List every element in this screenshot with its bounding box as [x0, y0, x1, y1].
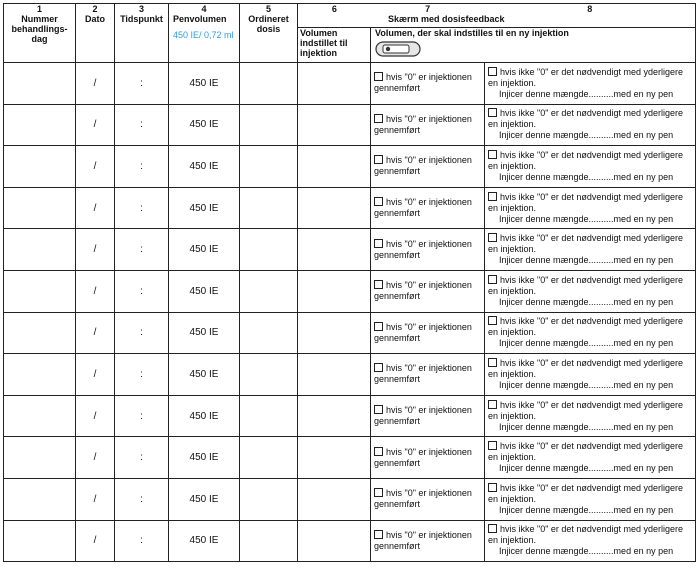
cell-day-number[interactable]	[4, 270, 76, 312]
cell-injection-complete: hvis "0" er injektionen gennemført	[371, 520, 485, 562]
checkbox-complete[interactable]	[374, 322, 383, 331]
cell-pen-volume: 450 IE	[169, 520, 240, 562]
header-ordineret-dosis: 5 Ordineret dosis	[240, 4, 298, 63]
cell-date[interactable]: /	[76, 187, 115, 229]
header-skaerm: Skærm med dosisfeedback	[388, 14, 505, 24]
table-row	[4, 104, 696, 146]
cell-date[interactable]: /	[76, 312, 115, 354]
cell-pen-volume: 450 IE	[169, 437, 240, 479]
cell-day-number[interactable]	[4, 354, 76, 396]
cell-additional-injection: hvis ikke "0" er det nødvendigt med yderligere en injektion. Injicer denne mængde..........med en ny pen	[485, 104, 696, 146]
table-row	[4, 312, 696, 354]
checkbox-additional[interactable]	[488, 67, 497, 76]
checkbox-additional[interactable]	[488, 441, 497, 450]
cell-additional-injection: hvis ikke "0" er det nødvendigt med yderligere en injektion. Injicer denne mængde..........med en ny pen	[485, 437, 696, 479]
table-row	[4, 478, 696, 520]
cell-date[interactable]: /	[76, 146, 115, 188]
cell-pen-volume: 450 IE	[169, 229, 240, 271]
cell-time[interactable]: :	[115, 229, 169, 271]
checkbox-complete[interactable]	[374, 72, 383, 81]
cell-day-number[interactable]	[4, 104, 76, 146]
checkbox-complete[interactable]	[374, 155, 383, 164]
table-row	[4, 520, 696, 562]
header-tidspunkt: 3 Tidspunkt	[115, 4, 169, 63]
checkbox-additional[interactable]	[488, 358, 497, 367]
header-group-7-8	[298, 4, 696, 28]
cell-injection-complete: hvis "0" er injektionen gennemført	[371, 63, 485, 105]
cell-volume-set[interactable]	[298, 395, 371, 437]
header-volumen-indstillet: Volumen indstillet til injektion	[298, 28, 371, 63]
cell-volume-set[interactable]	[298, 187, 371, 229]
table-row	[4, 229, 696, 271]
header-volumen-ny-injektion: Volumen, der skal indstilles til en ny injektion	[371, 28, 696, 63]
cell-pen-volume: 450 IE	[169, 395, 240, 437]
dosage-log-table	[3, 3, 696, 562]
cell-prescribed-dose[interactable]	[240, 104, 298, 146]
cell-volume-set[interactable]	[298, 478, 371, 520]
cell-date[interactable]: /	[76, 104, 115, 146]
cell-additional-injection: hvis ikke "0" er det nødvendigt med yderligere en injektion. Injicer denne mængde..........med en ny pen	[485, 354, 696, 396]
table-row	[4, 270, 696, 312]
cell-injection-complete: hvis "0" er injektionen gennemført	[371, 104, 485, 146]
checkbox-complete[interactable]	[374, 447, 383, 456]
cell-time[interactable]: :	[115, 146, 169, 188]
cell-prescribed-dose[interactable]	[240, 270, 298, 312]
cell-additional-injection: hvis ikke "0" er det nødvendigt med yderligere en injektion. Injicer denne mængde..........med en ny pen	[485, 270, 696, 312]
cell-time[interactable]: :	[115, 520, 169, 562]
cell-volume-set[interactable]	[298, 270, 371, 312]
cell-time[interactable]: :	[115, 354, 169, 396]
cell-additional-injection: hvis ikke "0" er det nødvendigt med yderligere en injektion. Injicer denne mængde..........med en ny pen	[485, 312, 696, 354]
cell-injection-complete: hvis "0" er injektionen gennemført	[371, 270, 485, 312]
cell-volume-set[interactable]	[298, 229, 371, 271]
cell-day-number[interactable]	[4, 395, 76, 437]
checkbox-complete[interactable]	[374, 114, 383, 123]
checkbox-complete[interactable]	[374, 488, 383, 497]
checkbox-additional[interactable]	[488, 108, 497, 117]
cell-day-number[interactable]	[4, 146, 76, 188]
cell-injection-complete: hvis "0" er injektionen gennemført	[371, 437, 485, 479]
cell-injection-complete: hvis "0" er injektionen gennemført	[371, 312, 485, 354]
penvolumen-sub: 450 IE/ 0,72 ml	[173, 30, 234, 40]
checkbox-additional[interactable]	[488, 275, 497, 284]
cell-date[interactable]: /	[76, 437, 115, 479]
cell-prescribed-dose[interactable]	[240, 437, 298, 479]
cell-pen-volume: 450 IE	[169, 187, 240, 229]
table-row	[4, 63, 696, 105]
cell-prescribed-dose[interactable]	[240, 63, 298, 105]
cell-date[interactable]: /	[76, 270, 115, 312]
cell-prescribed-dose[interactable]	[240, 520, 298, 562]
cell-pen-volume: 450 IE	[169, 478, 240, 520]
cell-injection-complete: hvis "0" er injektionen gennemført	[371, 478, 485, 520]
cell-pen-volume: 450 IE	[169, 270, 240, 312]
cell-pen-volume: 450 IE	[169, 354, 240, 396]
table-row	[4, 395, 696, 437]
checkbox-complete[interactable]	[374, 363, 383, 372]
checkbox-additional[interactable]	[488, 233, 497, 242]
cell-volume-set[interactable]	[298, 437, 371, 479]
cell-time[interactable]: :	[115, 104, 169, 146]
checkbox-complete[interactable]	[374, 530, 383, 539]
cell-volume-set[interactable]	[298, 312, 371, 354]
cell-prescribed-dose[interactable]	[240, 146, 298, 188]
cell-additional-injection: hvis ikke "0" er det nødvendigt med yderligere en injektion. Injicer denne mængde..........med en ny pen	[485, 395, 696, 437]
cell-additional-injection: hvis ikke "0" er det nødvendigt med yderligere en injektion. Injicer denne mængde..........med en ny pen	[485, 478, 696, 520]
cell-pen-volume: 450 IE	[169, 312, 240, 354]
cell-time[interactable]: :	[115, 270, 169, 312]
cell-time[interactable]: :	[115, 395, 169, 437]
table-row	[4, 437, 696, 479]
cell-pen-volume: 450 IE	[169, 104, 240, 146]
cell-volume-set[interactable]	[298, 63, 371, 105]
cell-injection-complete: hvis "0" er injektionen gennemført	[371, 187, 485, 229]
cell-date[interactable]: /	[76, 63, 115, 105]
cell-prescribed-dose[interactable]	[240, 229, 298, 271]
cell-day-number[interactable]	[4, 478, 76, 520]
checkbox-additional[interactable]	[488, 483, 497, 492]
cell-additional-injection: hvis ikke "0" er det nødvendigt med yderligere en injektion. Injicer denne mængde..........med en ny pen	[485, 187, 696, 229]
cell-date[interactable]: /	[76, 395, 115, 437]
table-row	[4, 146, 696, 188]
cell-date[interactable]: /	[76, 478, 115, 520]
cell-prescribed-dose[interactable]	[240, 312, 298, 354]
cell-time[interactable]: :	[115, 63, 169, 105]
cell-volume-set[interactable]	[298, 104, 371, 146]
cell-day-number[interactable]	[4, 63, 76, 105]
header-dato: 2 Dato	[76, 4, 115, 63]
cell-pen-volume: 450 IE	[169, 63, 240, 105]
table-row	[4, 187, 696, 229]
cell-prescribed-dose[interactable]	[240, 395, 298, 437]
cell-time[interactable]: :	[115, 437, 169, 479]
checkbox-complete[interactable]	[374, 239, 383, 248]
cell-additional-injection: hvis ikke "0" er det nødvendigt med yderligere en injektion. Injicer denne mængde..........med en ny pen	[485, 146, 696, 188]
cell-time[interactable]: :	[115, 312, 169, 354]
checkbox-additional[interactable]	[488, 150, 497, 159]
cell-injection-complete: hvis "0" er injektionen gennemført	[371, 229, 485, 271]
cell-volume-set[interactable]	[298, 520, 371, 562]
cell-time[interactable]: :	[115, 478, 169, 520]
cell-injection-complete: hvis "0" er injektionen gennemført	[371, 354, 485, 396]
checkbox-additional[interactable]	[488, 192, 497, 201]
checkbox-complete[interactable]	[374, 280, 383, 289]
cell-volume-set[interactable]	[298, 354, 371, 396]
cell-day-number[interactable]	[4, 437, 76, 479]
cell-prescribed-dose[interactable]	[240, 187, 298, 229]
cell-date[interactable]: /	[76, 229, 115, 271]
header-penvolumen: 4 Penvolumen 450 IE/ 0,72 ml	[169, 4, 240, 63]
cell-additional-injection: hvis ikke "0" er det nødvendigt med yderligere en injektion. Injicer denne mængde..........med en ny pen	[485, 520, 696, 562]
cell-day-number[interactable]	[4, 520, 76, 562]
cell-time[interactable]: :	[115, 187, 169, 229]
cell-volume-set[interactable]	[298, 146, 371, 188]
header-nummer: 1 Nummer behandlings-dag	[4, 4, 76, 63]
table-row	[4, 354, 696, 396]
cell-additional-injection: hvis ikke "0" er det nødvendigt med yderligere en injektion. Injicer denne mængde..........med en ny pen	[485, 63, 696, 105]
cell-additional-injection: hvis ikke "0" er det nødvendigt med yderligere en injektion. Injicer denne mængde..........med en ny pen	[485, 229, 696, 271]
cell-day-number[interactable]	[4, 229, 76, 271]
checkbox-additional[interactable]	[488, 316, 497, 325]
cell-prescribed-dose[interactable]	[240, 354, 298, 396]
cell-date[interactable]: /	[76, 520, 115, 562]
checkbox-complete[interactable]	[374, 197, 383, 206]
pen-display-icon	[375, 41, 421, 59]
cell-day-number[interactable]	[4, 312, 76, 354]
cell-date[interactable]: /	[76, 354, 115, 396]
cell-day-number[interactable]	[4, 187, 76, 229]
checkbox-additional[interactable]	[488, 400, 497, 409]
cell-injection-complete: hvis "0" er injektionen gennemført	[371, 146, 485, 188]
header-num-6: 6	[331, 4, 337, 14]
header-num-7: 7	[425, 4, 431, 14]
checkbox-complete[interactable]	[374, 405, 383, 414]
header-num-8: 8	[587, 4, 593, 14]
cell-injection-complete: hvis "0" er injektionen gennemført	[371, 395, 485, 437]
cell-prescribed-dose[interactable]	[240, 478, 298, 520]
checkbox-additional[interactable]	[488, 524, 497, 533]
cell-pen-volume: 450 IE	[169, 146, 240, 188]
